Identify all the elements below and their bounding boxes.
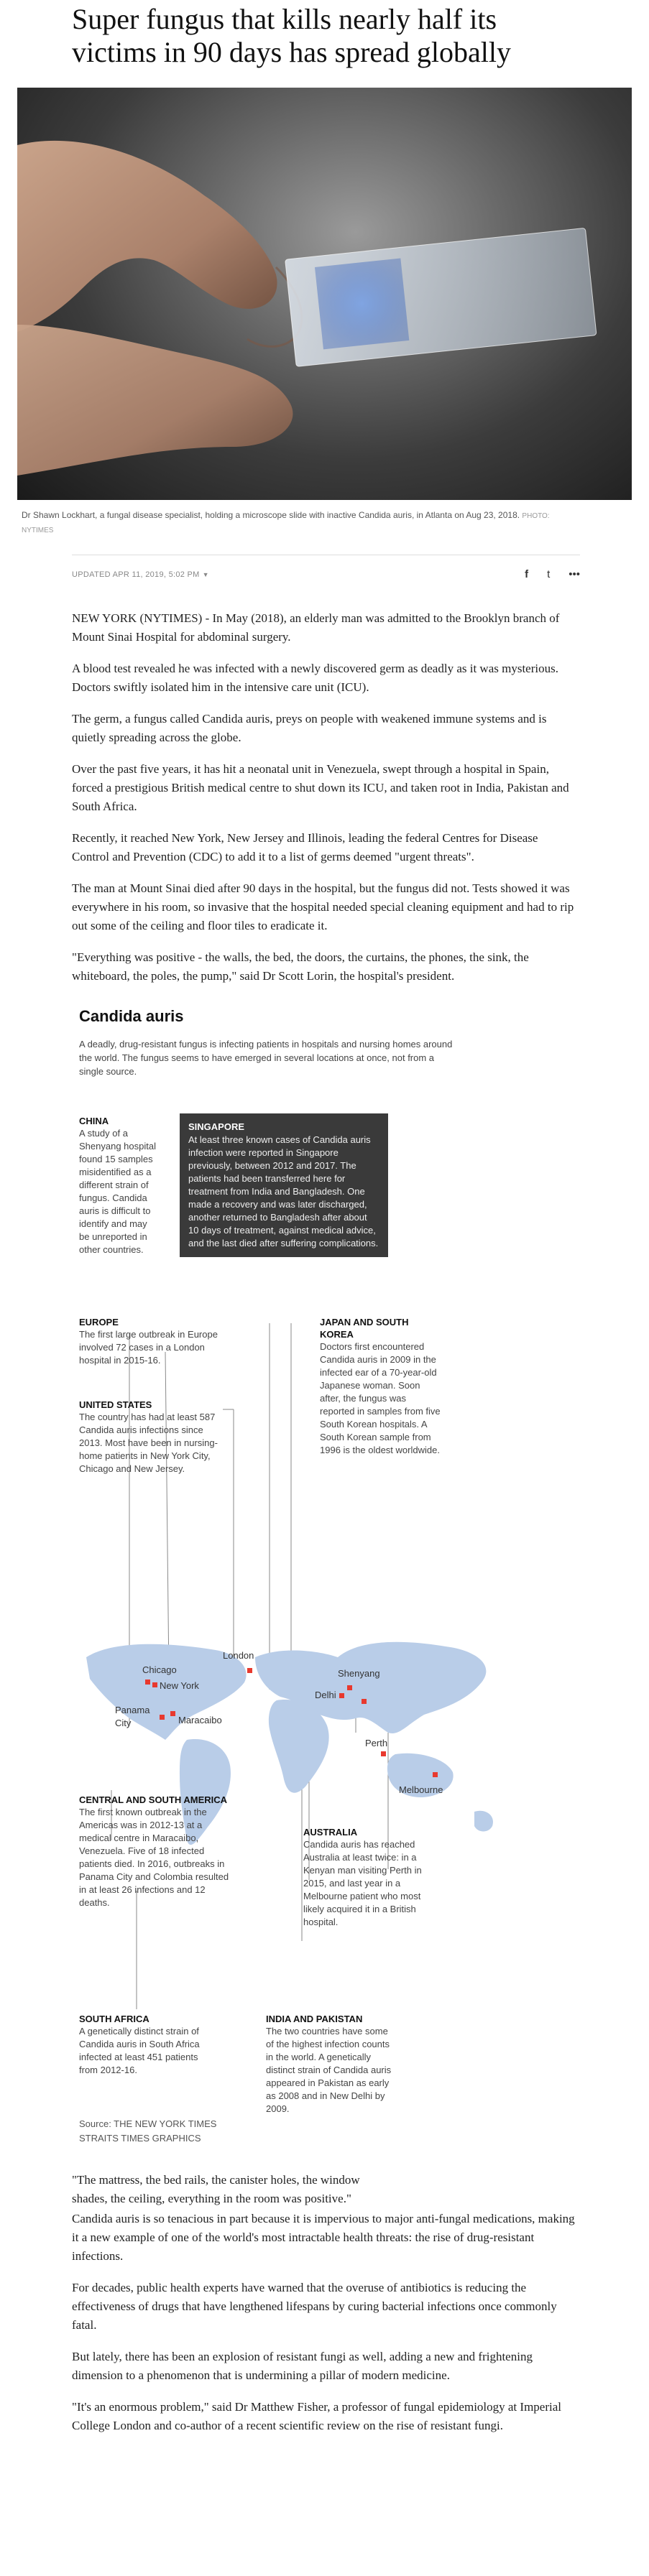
region-central-south-america xyxy=(79,1794,230,1909)
region-australia xyxy=(303,1826,443,1929)
city-label-panama-city: Panama City xyxy=(115,1705,150,1728)
region-text: The two countries have some of the highest infection counts in the world. A genetically distinct strain of Candida auris appeared in Pakistan as early as 2008 and in New Delhi by 2009. xyxy=(266,2026,392,2114)
region-title: CENTRAL AND SOUTH AMERICA xyxy=(79,1794,228,1805)
article-paragraph: Over the past five years, it has hit a neonatal unit in Venezuela, swept through a hospital in Spain, forced a prestigious British medical centre to shut down its ICU, and taken root in India, Pakistan and South Africa. xyxy=(72,762,569,813)
article-meta-bar xyxy=(72,555,580,593)
city-label-new-york: New York xyxy=(160,1680,199,1691)
region-text: At least three known cases of Candida auris infection were reported in Singapore previously, between 2012 and 2017. The patients had been transferred here for treatment from India and Bangladesh. One made a recovery and was later discharged, another returned to Bangladesh after about 10 days of treatment, against medical advice, and the last died after suffering complications. xyxy=(188,1134,379,1248)
article-quote: "The mattress, the bed rails, the canister holes, the window shades, the ceiling, everything in the room was positive." xyxy=(72,2173,360,2205)
region-title: JAPAN AND SOUTH KOREA xyxy=(320,1317,409,1340)
article-body xyxy=(0,609,649,986)
article-paragraph: A blood test revealed he was infected with a newly discovered germ as deadly as it was mysterious. Doctors swiftly isolated him in the intensive care unit (ICU). xyxy=(72,662,558,694)
infographic-title: Candida auris xyxy=(79,1007,184,1025)
share-bar xyxy=(525,568,580,580)
updated-timestamp: UPDATED APR 11, 2019, 5:02 PM xyxy=(72,570,200,579)
candida-auris-infographic xyxy=(72,1007,563,2149)
source-line: STRAITS TIMES GRAPHICS xyxy=(79,2133,201,2144)
region-title: AUSTRALIA xyxy=(303,1827,358,1838)
chevron-down-icon: ▼ xyxy=(202,570,209,578)
region-title: SOUTH AFRICA xyxy=(79,2014,149,2024)
article-headline: Super fungus that kills nearly half its victims in 90 days has spread globally xyxy=(72,3,512,68)
region-text: Candida auris has reached Australia at least twice: in a Kenyan man visiting Perth in 2015, and last year in a Melbourne patient who most likely acquired it in a British hospital. xyxy=(303,1839,422,1927)
hero-photo-illustration xyxy=(17,88,632,500)
region-singapore xyxy=(180,1113,388,1257)
hero-photo xyxy=(17,88,632,500)
region-text: The country has had at least 587 Candida auris infections since 2013. Most have been in nursing-home patients in New York City, Chicago and New Jersey. xyxy=(79,1412,218,1474)
article-paragraph: "It's an enormous problem," said Dr Matthew Fisher, a professor of fungal epidemiology at Imperial College London and co-author of a recent scientific review on the rise of resistant fungi. xyxy=(72,2400,561,2432)
region-title: UNITED STATES xyxy=(79,1399,152,1410)
article-paragraph: For decades, public health experts have warned that the overuse of antibiotics is reducing the effectiveness of drugs that have lengthened lifespans by curing bacterial infections once commonly fatal. xyxy=(72,2281,557,2332)
article-paragraph: NEW YORK (NYTIMES) - In May (2018), an elderly man was admitted to the Brooklyn branch of Mount Sinai Hospital for abdominal surgery. xyxy=(72,611,560,644)
region-united-states xyxy=(79,1399,223,1475)
city-label-maracaibo: Maracaibo xyxy=(178,1715,222,1725)
caption-text: Dr Shawn Lockhart, a fungal disease specialist, holding a microscope slide with inactive Candida auris, in Atlanta on Aug 23, 2018. xyxy=(22,510,520,520)
city-label-chicago: Chicago xyxy=(142,1664,177,1675)
article-paragraph: Recently, it reached New York, New Jersey and Illinois, leading the federal Centres for Disease Control and Prevention (CDC) to add it to a list of germs deemed "urgent threats". xyxy=(72,831,538,863)
region-title: INDIA AND PAKISTAN xyxy=(266,2014,363,2024)
infographic-subtitle: A deadly, drug-resistant fungus is infecting patients in hospitals and nursing homes around the world. The fungus seems to have emerged in several locations at once, not from a single source. xyxy=(79,1039,453,1077)
article-body-continued xyxy=(0,2149,649,2435)
city-label-melbourne: Melbourne xyxy=(399,1784,443,1795)
source-line: Source: THE NEW YORK TIMES xyxy=(79,2118,217,2129)
infographic-source xyxy=(79,2117,216,2146)
region-japan-korea xyxy=(320,1316,442,1457)
more-options-icon[interactable]: ••• xyxy=(569,568,580,580)
region-text: The first large outbreak in Europe involved 72 cases in a London hospital in 2015-16. xyxy=(79,1329,218,1366)
region-europe xyxy=(79,1316,237,1367)
updated-dropdown[interactable] xyxy=(72,570,209,579)
region-text: A genetically distinct strain of Candida auris in South Africa infected at least 451 patients from 2012-16. xyxy=(79,2026,200,2075)
city-label-delhi: Delhi xyxy=(315,1690,336,1700)
region-china xyxy=(79,1115,158,1256)
article-paragraph: "Everything was positive - the walls, the bed, the doors, the curtains, the phones, the sink, the whiteboard, the poles, the pump," said Dr Scott Lorin, the hospital's president. xyxy=(72,950,529,983)
region-text: Doctors first encountered Candida auris in 2009 in the infected ear of a 70-year-old Japanese woman. Soon after, the fungus was reported in samples from five South Korean hospitals. A South Korean sample from 1996 is the oldest worldwide. xyxy=(320,1341,441,1455)
photo-caption xyxy=(0,500,649,540)
region-title: SINGAPORE xyxy=(188,1121,245,1132)
region-text: The first known outbreak in the Americas was in 2012-13 at a medical centre in Maracaibo, Venezuela. Five of 18 infected patients died. In 2016, outbreaks in Panama City and Colombia resulted in at least 26 infections and 12 deaths. xyxy=(79,1807,229,1908)
article-paragraph: But lately, there has been an explosion of resistant fungi as well, adding a new and frightening dimension to a phenomenon that is undermining a pillar of modern medicine. xyxy=(72,2350,533,2382)
twitter-share-icon[interactable]: t xyxy=(547,568,551,580)
region-india-pakistan xyxy=(266,2013,395,2116)
city-label-shenyang: Shenyang xyxy=(338,1668,380,1679)
article-paragraph: The germ, a fungus called Candida auris, preys on people with weakened immune systems and is quietly spreading across the globe. xyxy=(72,712,547,744)
facebook-share-icon[interactable]: f xyxy=(525,568,529,580)
city-label-london: London xyxy=(223,1650,254,1661)
article-paragraph: Candida auris is so tenacious in part because it is impervious to major anti-fungal medications, making it a new example of one of the world's most intractable health threats: the rise of drug-resistant infections. xyxy=(72,2212,575,2263)
region-south-africa xyxy=(79,2013,201,2077)
region-title: CHINA xyxy=(79,1116,109,1126)
city-label-perth: Perth xyxy=(365,1738,388,1748)
region-text: A study of a Shenyang hospital found 15 samples misidentified as a different strain of fungus. Candida auris is difficult to identify and may be unreported in other countries. xyxy=(79,1128,156,1255)
region-title: EUROPE xyxy=(79,1317,119,1328)
caption-credit: PHOTO: NYTIMES xyxy=(22,512,550,534)
article-paragraph: The man at Mount Sinai died after 90 days in the hospital, but the fungus did not. Tests showed it was everywhere in his room, so invasive that the hospital needed special cleaning equipment and had to rip out some of the ceiling and floor tiles to eradicate it. xyxy=(72,881,574,932)
